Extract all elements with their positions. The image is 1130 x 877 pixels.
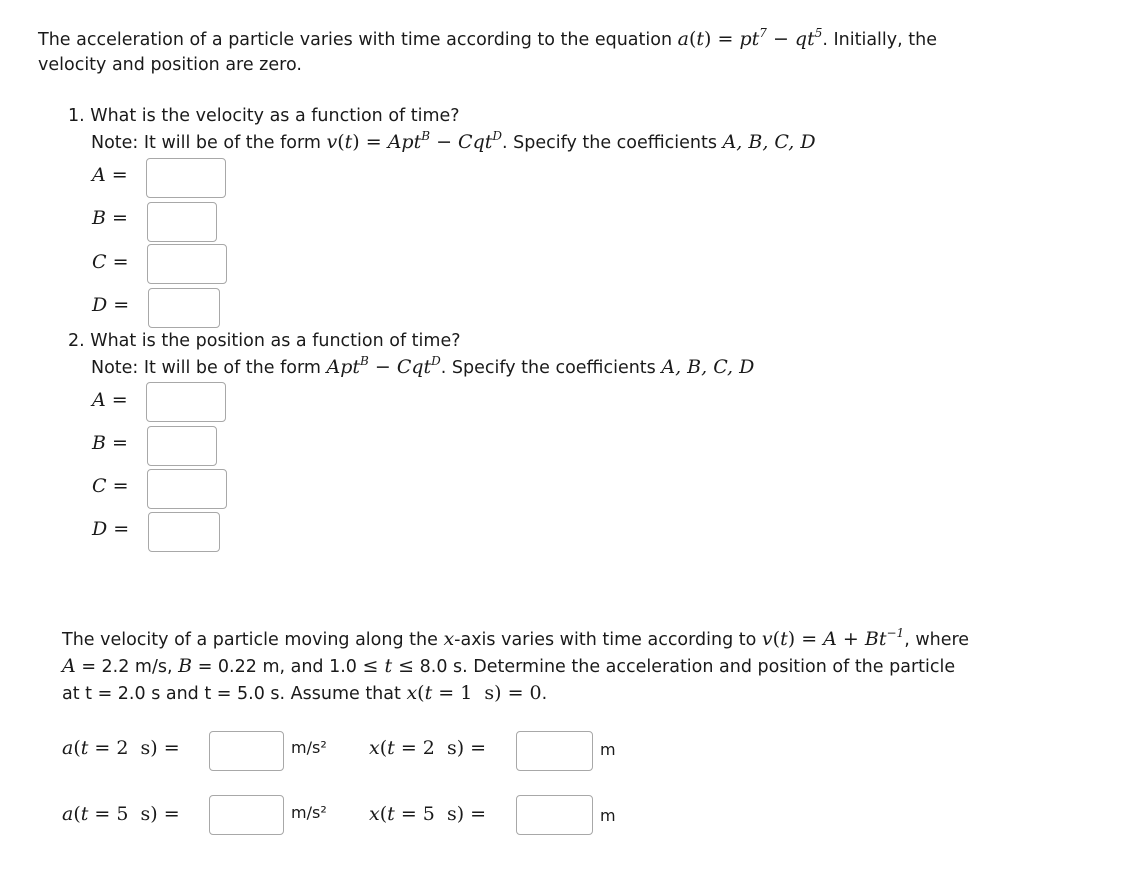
- p2-text-1c: , where: [904, 630, 970, 650]
- q2-coef-b-input[interactable]: [147, 426, 217, 466]
- velocity-equation: $v(t) = A + Bt^{-1}$: [761, 626, 905, 650]
- acceleration-equation: $a(t) = pt^7 - qt^5$: [677, 26, 823, 50]
- a-t5-label: a(t = 5 s) =: [62, 803, 180, 825]
- q1-coef-d-input[interactable]: [148, 288, 220, 328]
- p2-text-3a: at t = 2.0 s and t = 5.0 s. Assume that: [62, 684, 401, 704]
- q1-label-c: C =: [92, 251, 129, 273]
- problem2-line2: [62, 655, 955, 677]
- q1-velocity-form: v(t) = Apt$^B$ − Cqt$^D$: [326, 129, 503, 153]
- time-range-symbol: ≤ t ≤: [362, 655, 415, 677]
- q1-question: 1. What is the velocity as a function of time?: [68, 106, 460, 126]
- x-t2-label: x(t = 2 s) =: [369, 737, 487, 759]
- q2-note: [91, 356, 754, 378]
- p2-text-1a: The velocity of a particle moving along the: [62, 630, 438, 650]
- a-t5-unit: m/s²: [291, 803, 327, 822]
- p2-text-1b: -axis varies with time according to: [454, 630, 757, 650]
- q2-note-suffix: . Specify the coefficients: [440, 358, 656, 378]
- problem1-intro: [38, 28, 937, 50]
- q1-label-d: D =: [92, 294, 130, 316]
- x-t5-input[interactable]: [516, 795, 593, 835]
- x-t5-label: x(t = 5 s) =: [369, 803, 487, 825]
- initial-condition: x(t = 1 s) = 0: [406, 682, 542, 704]
- q2-position-form: Apt$^B$ − Cqt$^D$: [326, 354, 441, 378]
- problem1-intro-line2: velocity and position are zero.: [38, 55, 302, 75]
- q1-note-suffix: . Specify the coefficients: [502, 133, 717, 153]
- q1-label-b: B =: [92, 207, 128, 229]
- p2-text-2c: 8.0 s. Determine the acceleration and position of the particle: [419, 657, 956, 677]
- a-t2-unit: m/s²: [291, 738, 327, 757]
- x-t5-unit: m: [600, 806, 616, 825]
- x-t2-input[interactable]: [516, 731, 593, 771]
- problem2-line3: [62, 682, 547, 704]
- q2-coef-a-input[interactable]: [146, 382, 226, 422]
- q1-coef-a-input[interactable]: [146, 158, 226, 198]
- q2-label-b: B =: [92, 432, 128, 454]
- x-t2-unit: m: [600, 740, 616, 759]
- problem2-line1: [62, 628, 969, 650]
- p2-text-3b: .: [541, 684, 548, 704]
- p2-text-2a: = 2.2 m/s,: [81, 657, 173, 677]
- q2-label-d: D =: [92, 518, 130, 540]
- q2-label-a: A =: [92, 389, 128, 411]
- q1-note-prefix: Note: It will be of the form: [91, 133, 321, 153]
- q2-label-c: C =: [92, 475, 129, 497]
- a-t2-label: a(t = 2 s) =: [62, 737, 180, 759]
- q2-coef-d-input[interactable]: [148, 512, 220, 552]
- p2-text-2b: = 0.22 m, and 1.0: [197, 657, 357, 677]
- x-axis-symbol: x: [443, 628, 455, 650]
- q1-coef-b-input[interactable]: [147, 202, 217, 242]
- a-t5-input[interactable]: [209, 795, 284, 835]
- q2-coef-c-input[interactable]: [147, 469, 227, 509]
- q1-label-a: A =: [92, 164, 128, 186]
- q2-coef-list: A, B, C, D: [661, 356, 755, 378]
- symbol-a: A: [62, 655, 76, 677]
- intro-text-b: . Initially, the: [822, 30, 937, 50]
- q2-note-prefix: Note: It will be of the form: [91, 358, 321, 378]
- q1-coef-c-input[interactable]: [147, 244, 227, 284]
- q1-note: [91, 131, 816, 153]
- q2-question: 2. What is the position as a function of time?: [68, 331, 461, 351]
- q1-coef-list: A, B, C, D: [722, 131, 816, 153]
- symbol-b: B: [178, 655, 193, 677]
- intro-text-a: The acceleration of a particle varies with time according to the equation: [38, 30, 673, 50]
- a-t2-input[interactable]: [209, 731, 284, 771]
